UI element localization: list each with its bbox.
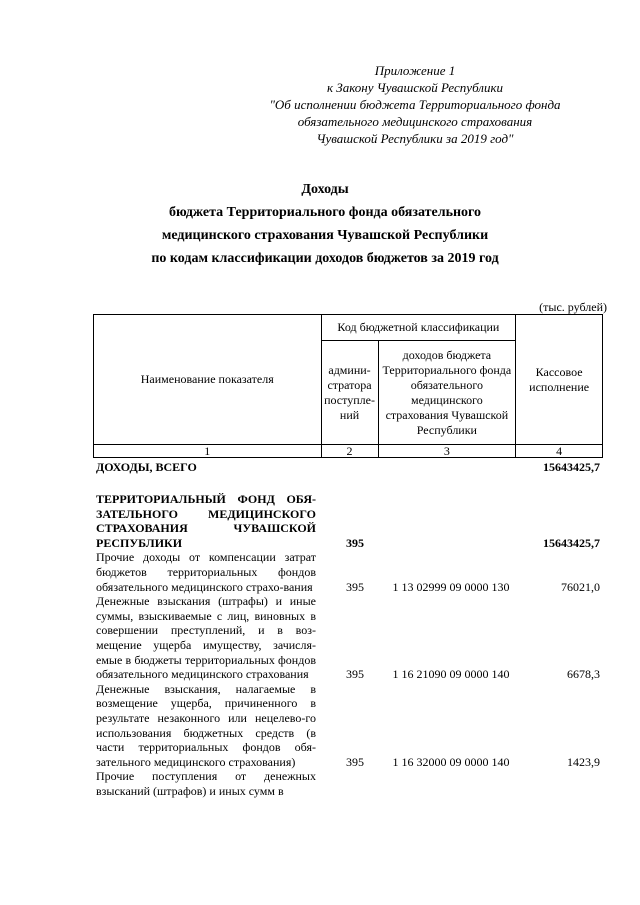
row-admin-code: 395 xyxy=(346,754,364,769)
row-income-code: 1 16 32000 09 0000 140 xyxy=(392,754,510,769)
col-number-3: 3 xyxy=(378,445,516,458)
col-header-admin: админи-стратора поступле-ний xyxy=(321,341,378,445)
row-amount: 76021,0 xyxy=(561,579,600,594)
appendix-line: Чувашской Республики за 2019 год" xyxy=(316,131,514,146)
col-number-2: 2 xyxy=(321,445,378,458)
col-number-4: 4 xyxy=(516,445,603,458)
table-row xyxy=(96,550,600,594)
table-row xyxy=(96,769,600,798)
row-admin-code: 395 xyxy=(346,579,364,594)
row-name: Прочие доходы от компенсации затрат бюджетов территориальных фондов обязательного медицинского страхо-вания xyxy=(96,550,316,594)
title-line: бюджета Территориального фонда обязательного xyxy=(168,205,482,220)
row-amount: 1423,9 xyxy=(567,754,600,769)
row-admin-code: 395 xyxy=(346,667,364,682)
table-row xyxy=(96,594,600,682)
table-body xyxy=(96,460,600,798)
row-name: Денежные взыскания, налагаемые в возмещение ущерба, причиненного в результате незаконного или нецелево-го использования бюджетных средств (в части территориальных фондов обя-зательного медицинского страхования) xyxy=(96,681,316,769)
table-row xyxy=(96,682,600,770)
table-row-org xyxy=(96,492,600,550)
appendix-line: к Закону Чувашской Республики xyxy=(326,80,504,95)
col-header-amount: Кассовое исполнение xyxy=(516,315,603,445)
row-name: ДОХОДЫ, ВСЕГО xyxy=(96,460,197,474)
appendix-line: обязательного медицинского страхования xyxy=(297,114,533,129)
title-line: по кодам классификации доходов бюджетов за 2019 год xyxy=(151,251,499,266)
row-name: Прочие поступления от денежных взысканий (штрафов) и иных сумм в xyxy=(96,769,316,798)
row-amount: 6678,3 xyxy=(567,667,600,682)
table-row-total xyxy=(96,460,600,482)
appendix-header xyxy=(250,62,580,147)
row-amount: 15643425,7 xyxy=(543,460,600,474)
table-header xyxy=(93,314,603,458)
col-header-group: Код бюджетной классификации xyxy=(321,315,516,341)
title-line: Доходы xyxy=(301,182,349,197)
document-title xyxy=(60,178,590,270)
row-income-code: 1 16 21090 09 0000 140 xyxy=(392,667,510,682)
row-name: Денежные взыскания (штрафы) и иные суммы, взыскиваемые с лиц, виновных в совершении преступлений, и в воз-мещение ущерба имуществу, зачисля-емые в бюджеты территориальных фондов обязательного медицинского страхования xyxy=(96,594,316,682)
appendix-line: "Об исполнении бюджета Территориального фонда xyxy=(269,97,561,112)
unit-label: (тыс. рублей) xyxy=(539,300,607,314)
row-name: ТЕРРИТОРИАЛЬНЫЙ ФОНД ОБЯ-ЗАТЕЛЬНОГО МЕДИЦИНСКОГО СТРАХОВАНИЯ ЧУВАШСКОЙ РЕСПУБЛИКИ xyxy=(96,492,316,550)
col-number-1: 1 xyxy=(94,445,322,458)
title-line: медицинского страхования Чувашской Республики xyxy=(161,228,489,243)
row-income-code: 1 13 02999 09 0000 130 xyxy=(392,579,510,594)
col-header-name: Наименование показателя xyxy=(94,315,322,445)
row-amount: 15643425,7 xyxy=(543,535,600,550)
row-admin-code: 395 xyxy=(346,535,364,550)
col-header-code: доходов бюджета Территориального фонда обязательного медицинского страхования Чувашской Республики xyxy=(378,341,516,445)
appendix-line: Приложение 1 xyxy=(374,63,456,78)
